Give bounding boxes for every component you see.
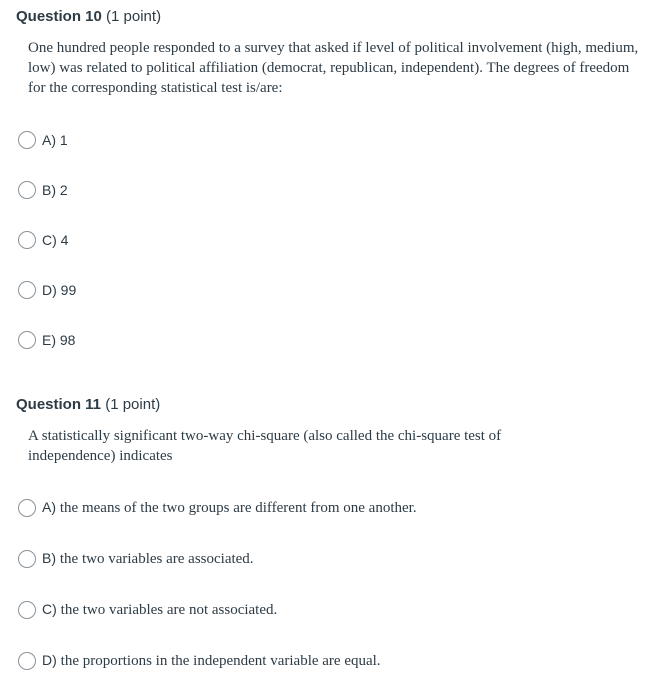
- question-10: [16, 6, 645, 98]
- answer-label: E) 98: [42, 332, 76, 348]
- answer-option-b[interactable]: [18, 548, 254, 570]
- radio-button[interactable]: [18, 131, 36, 149]
- question-points: (1 point): [105, 396, 161, 413]
- question-header: [16, 6, 645, 28]
- answer-label: B) 2: [42, 182, 68, 198]
- answer-option-e[interactable]: [18, 329, 75, 351]
- question-11: [16, 394, 645, 466]
- radio-button[interactable]: [18, 181, 36, 199]
- answer-label: C) the two variables are not associated.: [42, 601, 278, 618]
- question-title: Question 11: [16, 396, 102, 413]
- answer-option-c[interactable]: [18, 229, 68, 251]
- answer-option-b[interactable]: [18, 179, 68, 201]
- answer-label: D) the proportions in the independent variable are equal.: [42, 652, 381, 669]
- answer-label: B) the two variables are associated.: [42, 550, 254, 567]
- answer-option-c[interactable]: [18, 599, 277, 621]
- answer-label: A) the means of the two groups are different from one another.: [42, 499, 417, 516]
- answer-option-d[interactable]: [18, 279, 76, 301]
- radio-button[interactable]: [18, 281, 36, 299]
- answer-label: C) 4: [42, 232, 69, 248]
- radio-button[interactable]: [18, 601, 36, 619]
- answer-option-a[interactable]: [18, 129, 68, 151]
- answer-option-a[interactable]: [18, 497, 417, 519]
- answer-label: D) 99: [42, 282, 77, 298]
- question-text: A statistically significant two-way chi-square (also called the chi-square test of independence) indicates: [28, 428, 502, 464]
- answer-option-d[interactable]: [18, 650, 381, 672]
- question-text: One hundred people responded to a survey that asked if level of political involvement (high, medium, low) was related to political affiliation (democrat, republican, independent). The degrees of freedom for the corresponding statistical test is/are:: [28, 40, 639, 96]
- answer-label: A) 1: [42, 132, 68, 148]
- radio-button[interactable]: [18, 550, 36, 568]
- question-header: [16, 394, 645, 416]
- question-points: (1 point): [106, 8, 162, 25]
- question-title: Question 10: [16, 8, 102, 25]
- radio-button[interactable]: [18, 231, 36, 249]
- radio-button[interactable]: [18, 652, 36, 670]
- radio-button[interactable]: [18, 499, 36, 517]
- radio-button[interactable]: [18, 331, 36, 349]
